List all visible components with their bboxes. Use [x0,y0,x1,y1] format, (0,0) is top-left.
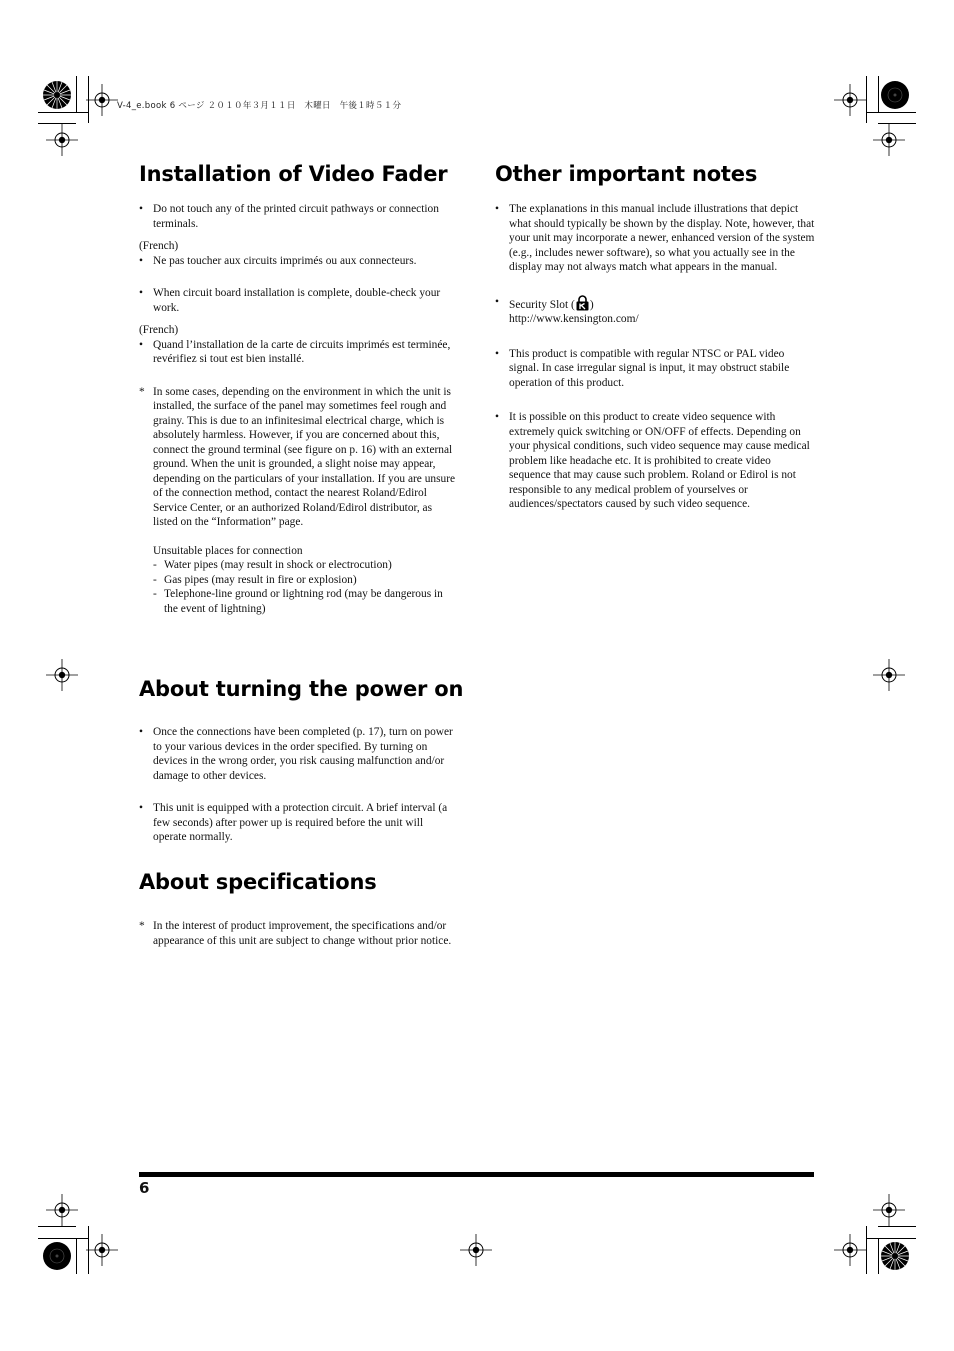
french-label: (French) [139,240,179,252]
asterisk-marker: * [139,385,145,398]
section-title-power: About turning the power on [139,677,464,701]
list-item [139,725,459,783]
note-text: In the interest of product improvement, the specifications and/or appearance of this unit are subject to change without prior notice. [153,920,452,947]
footer-rule [139,1172,814,1177]
kensington-lock-icon [576,295,589,311]
bullet-text: Quand l’installation de la carte de circuits imprimés est terminée, revérifiez si tout est bien installé. [153,338,451,365]
other-notes-section [495,202,815,512]
list-item-text: Water pipes (may result in shock or electrocution) [164,559,392,571]
registration-crosshair-icon [86,84,118,116]
bullet-marker: • [139,254,143,267]
dash-marker: - [153,559,157,571]
registration-crosshair-icon [873,1194,905,1226]
list-item-text: Telephone-line ground or lightning rod (may be dangerous in the event of lightning) [164,588,443,615]
crop-line [38,1226,76,1227]
bullet-text: The explanations in this manual include illustrations that depict what should typically be shown by the display. Note, however, that your unit may incorporate a newer, enhanced version of the system (e.g., includes newer software), so what you actually see in the display may not always match what appears in the manual. [509,203,815,273]
registration-crosshair-icon [873,659,905,691]
security-slot-close: ) [589,298,594,311]
crop-line [38,112,88,113]
section-title-other-notes: Other important notes [495,162,758,186]
starburst-target-icon [880,80,910,110]
note-item [139,919,459,948]
bullet-marker: • [139,203,143,215]
list-item [495,410,815,512]
bullet-text: Once the connections have been completed (p. 17), turn on power to your various devices in the order specified. By turning on devices in the wrong order, you risk causing malfunction and/or damage to other devices. [153,726,453,782]
list-item-text: Gas pipes (may result in fire or explosion) [164,573,357,586]
bullet-marker: • [495,203,499,215]
note-text: In some cases, depending on the environment in which the unit is installed, the surface of the panel may sometimes feel rough and grainy. This is due to an infinitesimal electrical charge, which is absolutely harmless. However, if you are concerned about this, connect the ground terminal (see figure on p. 16) with an external ground. When the unit is grounded, a slight noise may appear, depending on the particulars of your installation. If you are unsure of the connection method, contact the nearest Roland/Edirol Service Center, or an authorized Roland/Edirol distributor, as listed on the “Information” page. [153,385,456,528]
list-item [139,558,459,573]
registration-crosshair-icon [46,1194,78,1226]
dash-marker: - [153,573,157,586]
list-item [139,573,459,588]
page-number: 6 [139,1179,150,1197]
registration-crosshair-icon [460,1234,492,1266]
crop-line [866,1238,916,1239]
crop-line [38,1238,88,1239]
list-item [495,202,815,275]
bullet-text: Do not touch any of the printed circuit pathways or connection terminals. [153,203,439,230]
bullet-marker: • [139,287,143,299]
installation-section [139,202,459,616]
registration-crosshair-icon [86,1234,118,1266]
bullet-marker: • [139,338,143,351]
list-item [495,347,815,391]
crop-line [76,1238,77,1274]
security-slot-label: Security Slot ( [509,298,575,311]
bullet-marker: • [495,347,499,360]
list-item [139,338,459,367]
crop-line [76,76,77,112]
bullet-marker: • [139,726,143,738]
unsuitable-title: Unsuitable places for connection [153,544,303,557]
bullet-text: Ne pas toucher aux circuits imprimés ou aux connecteurs. [153,254,417,267]
specifications-section [139,919,459,948]
file-info-header: V-4_e.book 6 ページ ２０１０年３月１１日 木曜日 午後１時５１分 [117,101,402,111]
registration-crosshair-icon [873,124,905,156]
note-item [139,385,459,530]
list-item [139,587,459,616]
bullet-text: When circuit board installation is complete, double-check your work. [153,287,441,314]
registration-crosshair-icon [834,1234,866,1266]
dash-marker: - [153,588,157,600]
section-title-specifications: About specifications [139,870,377,894]
kensington-link[interactable]: http://www.kensington.com/ [509,313,639,325]
list-item [139,801,459,845]
registration-crosshair-icon [46,659,78,691]
registration-crosshair-icon [46,124,78,156]
bullet-text: It is possible on this product to create video sequence with extremely quick switching or ON/OFF of effects. Depending on your physical conditions, such video sequence may cause medical problem like headache etc. It is prohibited to create video sequence that may cause such problem. Roland or Edirol is not responsible to any medical problem of yourselves or audiences/spectators caused by such video sequence. [509,411,810,510]
bullet-text: This unit is equipped with a protection circuit. A brief interval (a few seconds) after power up is required before the unit will operate normally. [153,802,448,843]
crop-line [878,1238,879,1274]
french-label: (French) [139,324,179,336]
starburst-target-icon [880,1241,910,1271]
list-item [495,295,815,327]
bullet-marker: • [495,411,499,423]
list-item [139,254,459,269]
section-title-installation: Installation of Video Fader [139,162,448,186]
asterisk-marker: * [139,920,145,932]
list-item [139,286,459,315]
crop-line [878,76,879,112]
starburst-target-icon [42,1241,72,1271]
starburst-target-icon [42,80,72,110]
bullet-marker: • [495,295,499,308]
bullet-marker: • [139,802,143,814]
crop-line [866,76,867,123]
registration-crosshair-icon [834,84,866,116]
bullet-text: This product is compatible with regular NTSC or PAL video signal. In case irregular signal is input, it may obstruct stabile operation of this product. [509,347,790,389]
crop-line [866,112,916,113]
power-section [139,725,459,845]
list-item [139,202,459,231]
crop-line [866,1226,867,1274]
crop-line [878,1226,916,1227]
